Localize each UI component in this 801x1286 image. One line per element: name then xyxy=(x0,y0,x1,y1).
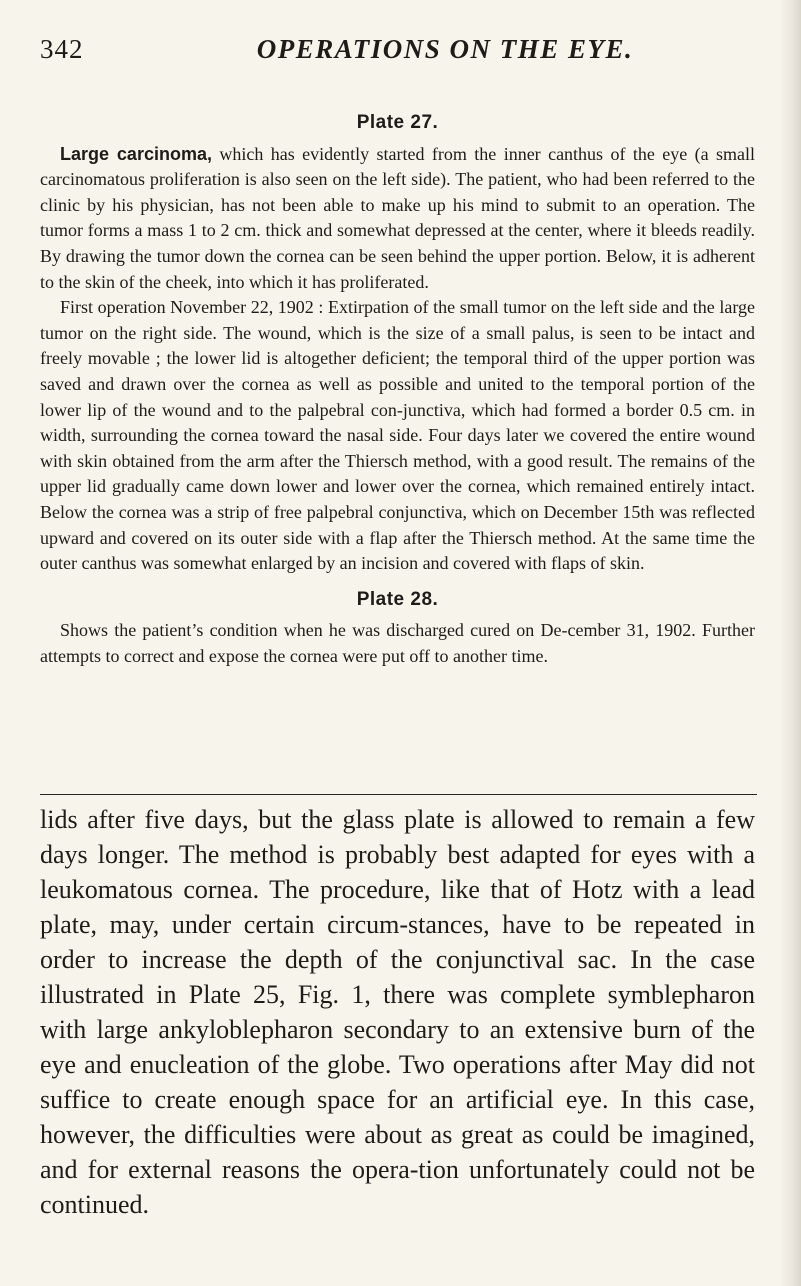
section-divider xyxy=(40,794,757,795)
plate-notes xyxy=(40,110,755,669)
plate-28-paragraph: Shows the patient’s condition when he was discharged cured on De-cember 31, 1902. Further attempts to correct and expose the cornea were put off to another time. xyxy=(40,620,755,666)
plate-27-paragraph-1-text: which has evidently started from the inner canthus of the eye (a small carcinomatous proliferation is also seen on the left side). The patient, who had been referred to the clinic by his physician, has not been able to make up his mind to submit to an operation. The tumor forms a mass 1 to 2 cm. thick and somewhat depressed at the center, where it bleeds readily. By drawing the tumor down the cornea can be seen behind the upper portion. Below, it is adherent to the skin of the cheek, into which it has proliferated. xyxy=(40,143,755,292)
plate-27-heading: Plate 27. xyxy=(356,112,439,133)
page-edge-shadow xyxy=(779,0,801,1286)
running-head xyxy=(40,34,780,74)
main-paragraph: lids after five days, but the glass plate is allowed to remain a few days longer. The method is probably best adapted for eyes with a leukomatous cornea. The procedure, like that of Hotz with a lead plate, may, under certain circum-stances, have to be repeated in order to increase the depth of the conjunctival sac. In the case illustrated in Plate 25, Fig. 1, there was complete symblepharon with large ankyloblepharon secondary to an extensive burn of the eye and enucleation of the globe. Two operations after May did not suffice to create enough space for an artificial eye. In this case, however, the difficulties were about as great as could be imagined, and for external reasons the opera-tion unfortunately could not be continued. xyxy=(40,805,755,1219)
page-number: 342 xyxy=(40,34,84,64)
running-title: OPERATIONS ON THE EYE. xyxy=(256,34,634,64)
plate-27-lead-term: Large carcinoma, xyxy=(60,143,212,164)
plate-28-heading: Plate 28. xyxy=(356,588,439,610)
main-text xyxy=(40,802,755,1222)
plate-27-paragraph-2: First operation November 22, 1902 : Extirpation of the small tumor on the left side and the large tumor on the right side. The wound, which is the size of a small palus, is seen to be intact and freely movable ; the lower lid is altogether deficient; the temporal third of the upper portion was saved and drawn over the cornea as well as possible and united to the temporal portion of the lower lip of the wound and to the palpebral con-junctiva, which had formed a border 0.5 cm. in width, surrounding the cornea toward the nasal side. Four days later we covered the entire wound with skin obtained from the arm after the Thiersch method, with a good result. The remains of the upper lid gradually came down lower and lower over the cornea, which remained entirely intact. Below the cornea was a strip of free palpebral conjunctiva, which on December 15th was reflected upward and covered on its outer side with a flap after the Thiersch method. At the same time the outer canthus was somewhat enlarged by an incision and covered with flaps of skin. xyxy=(40,297,755,574)
plate-27-paragraph-1 xyxy=(40,142,755,296)
